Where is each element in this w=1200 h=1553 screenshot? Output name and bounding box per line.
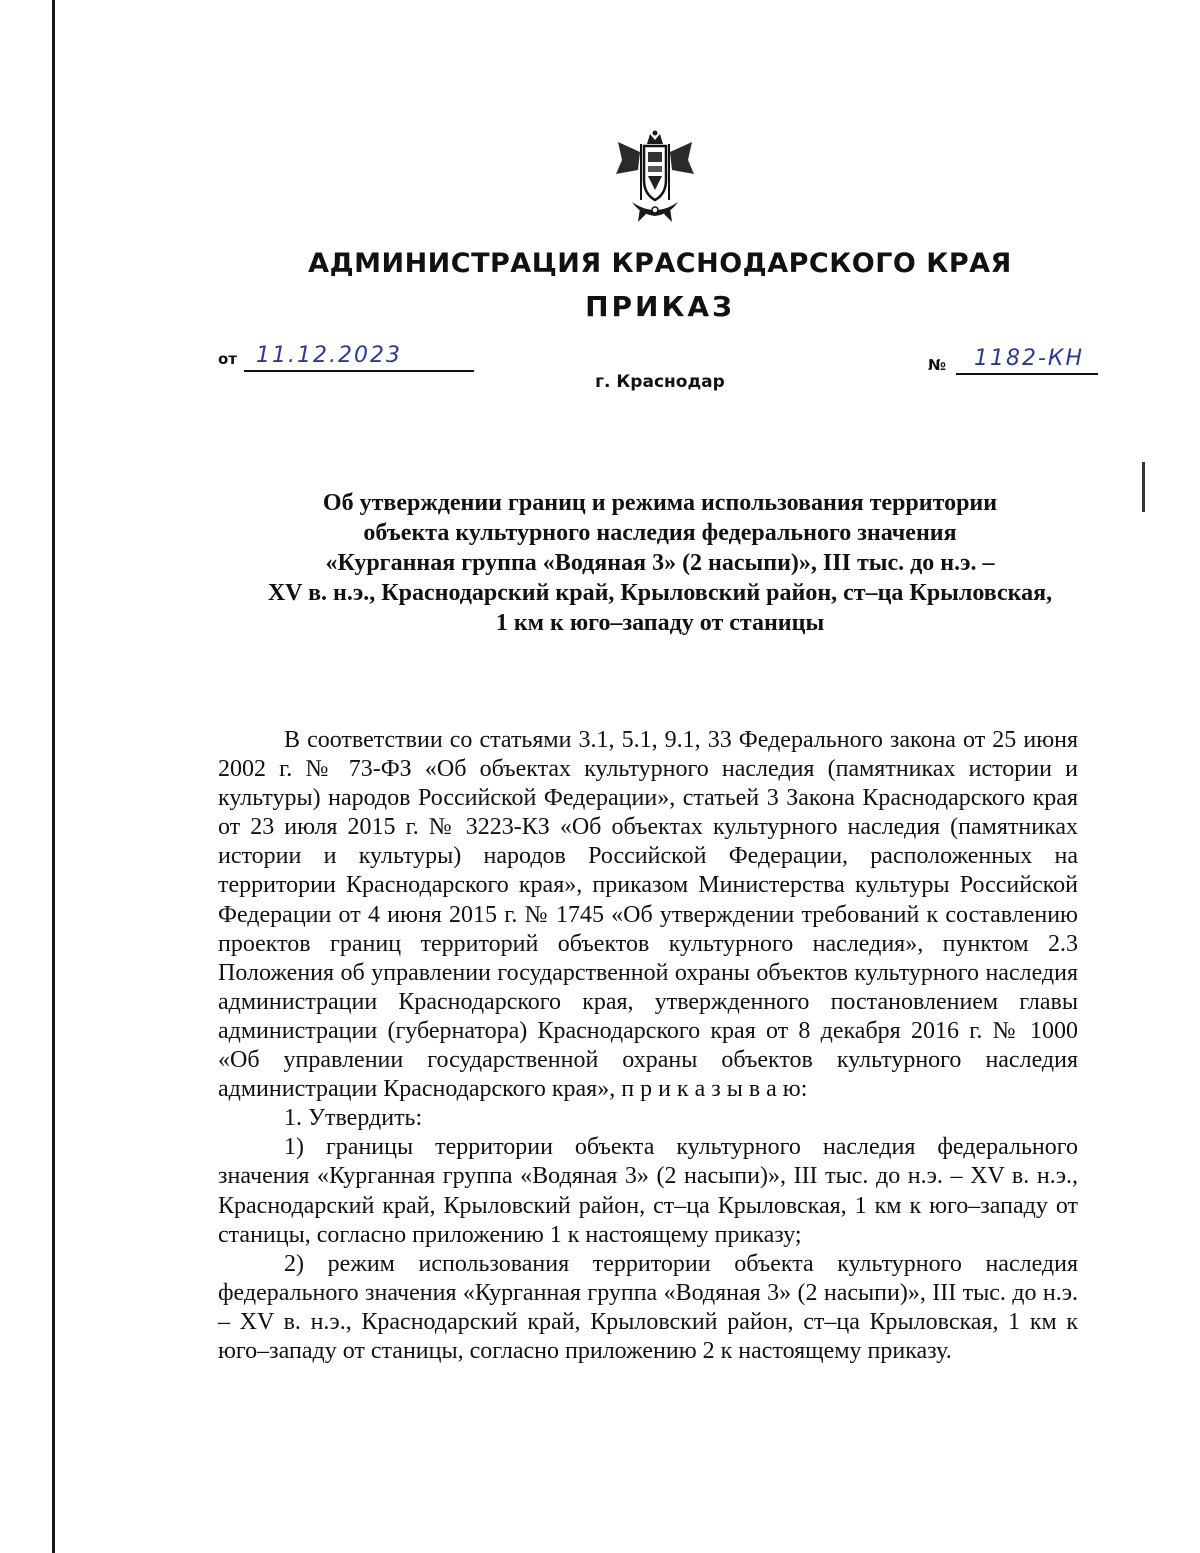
date-value: 11.12.2023 xyxy=(256,343,402,368)
number-value: 1182-КН xyxy=(974,346,1085,371)
scan-edge-left xyxy=(52,0,55,1553)
coat-of-arms-icon xyxy=(610,130,700,225)
preamble-paragraph: В соответствии со статьями 3.1, 5.1, 9.1, 33 Федерального закона от 25 июня 2002 г. № 73-ФЗ «Об объектах культурного наследия (памятниках истории и культуры) народов Российской Федерации», статьей 3 Закона Краснодарского края от 23 июля 2015 г. № 3223-КЗ «Об объектах культурного наследия (памятниках истории и культуры) народов Российской Федерации, расположенных на территории Краснодарского края», приказом Министерства культуры Российской Федерации от 4 июня 2015 г. № 1745 «Об утверждении требований к составлению проектов границ территорий объектов культурного наследия», пунктом 2.3 Положения об управлении государственной охраны объектов культурного наследия администрации Краснодарского края, утвержденного постановлением главы администрации (губернатора) Краснодарского края от 8 декабря 2016 г. № 1000 «Об управлении государственной охраны объектов культурного наследия администрации Краснодарского края», п р и к а з ы в а ю: xyxy=(218,727,1078,1103)
subject-line: Об утверждении границ и режима использования территории xyxy=(322,490,998,516)
number-label: № xyxy=(928,356,947,374)
city: г. Краснодар xyxy=(595,372,725,392)
clause-1-2: 2) режим использования территории объекта культурного наследия федерального значения «Курганная группа «Водяная 3» (2 насыпи)», III тыс. до н.э. – XV в. н.э., Краснодарский край, Крыловский район, ст–ца Крыловская, 1 км к юго–западу от станицы, согласно приложению 2 к настоящему приказу. xyxy=(218,1250,1078,1364)
document-body xyxy=(218,726,1078,1366)
scan-mark-right xyxy=(1142,462,1145,512)
subject-line: 1 км к юго–западу от станицы xyxy=(495,610,825,636)
subject-line: объекта культурного наследия федерального значения xyxy=(363,520,957,546)
subject-line: XV в. н.э., Краснодарский край, Крыловский район, ст–ца Крыловская, xyxy=(267,580,1053,606)
subject-line: «Курганная группа «Водяная 3» (2 насыпи)», III тыс. до н.э. – xyxy=(325,550,995,576)
document-type: ПРИКАЗ xyxy=(585,290,735,323)
number-underline xyxy=(956,373,1098,375)
clause-1: 1. Утвердить: xyxy=(284,1105,423,1132)
date-label: от xyxy=(218,350,237,368)
clause-1-1: 1) границы территории объекта культурного наследия федерального значения «Курганная группа «Водяная 3» (2 насыпи)», III тыс. до н.э. – XV в. н.э., Краснодарский край, Крыловский район, ст–ца Крыловская, 1 км к юго–западу от станицы, согласно приложению 1 к настоящему приказу; xyxy=(218,1134,1078,1248)
organization-title: АДМИНИСТРАЦИЯ КРАСНОДАРСКОГО КРАЯ xyxy=(308,248,1012,279)
document-subject xyxy=(180,488,1140,638)
